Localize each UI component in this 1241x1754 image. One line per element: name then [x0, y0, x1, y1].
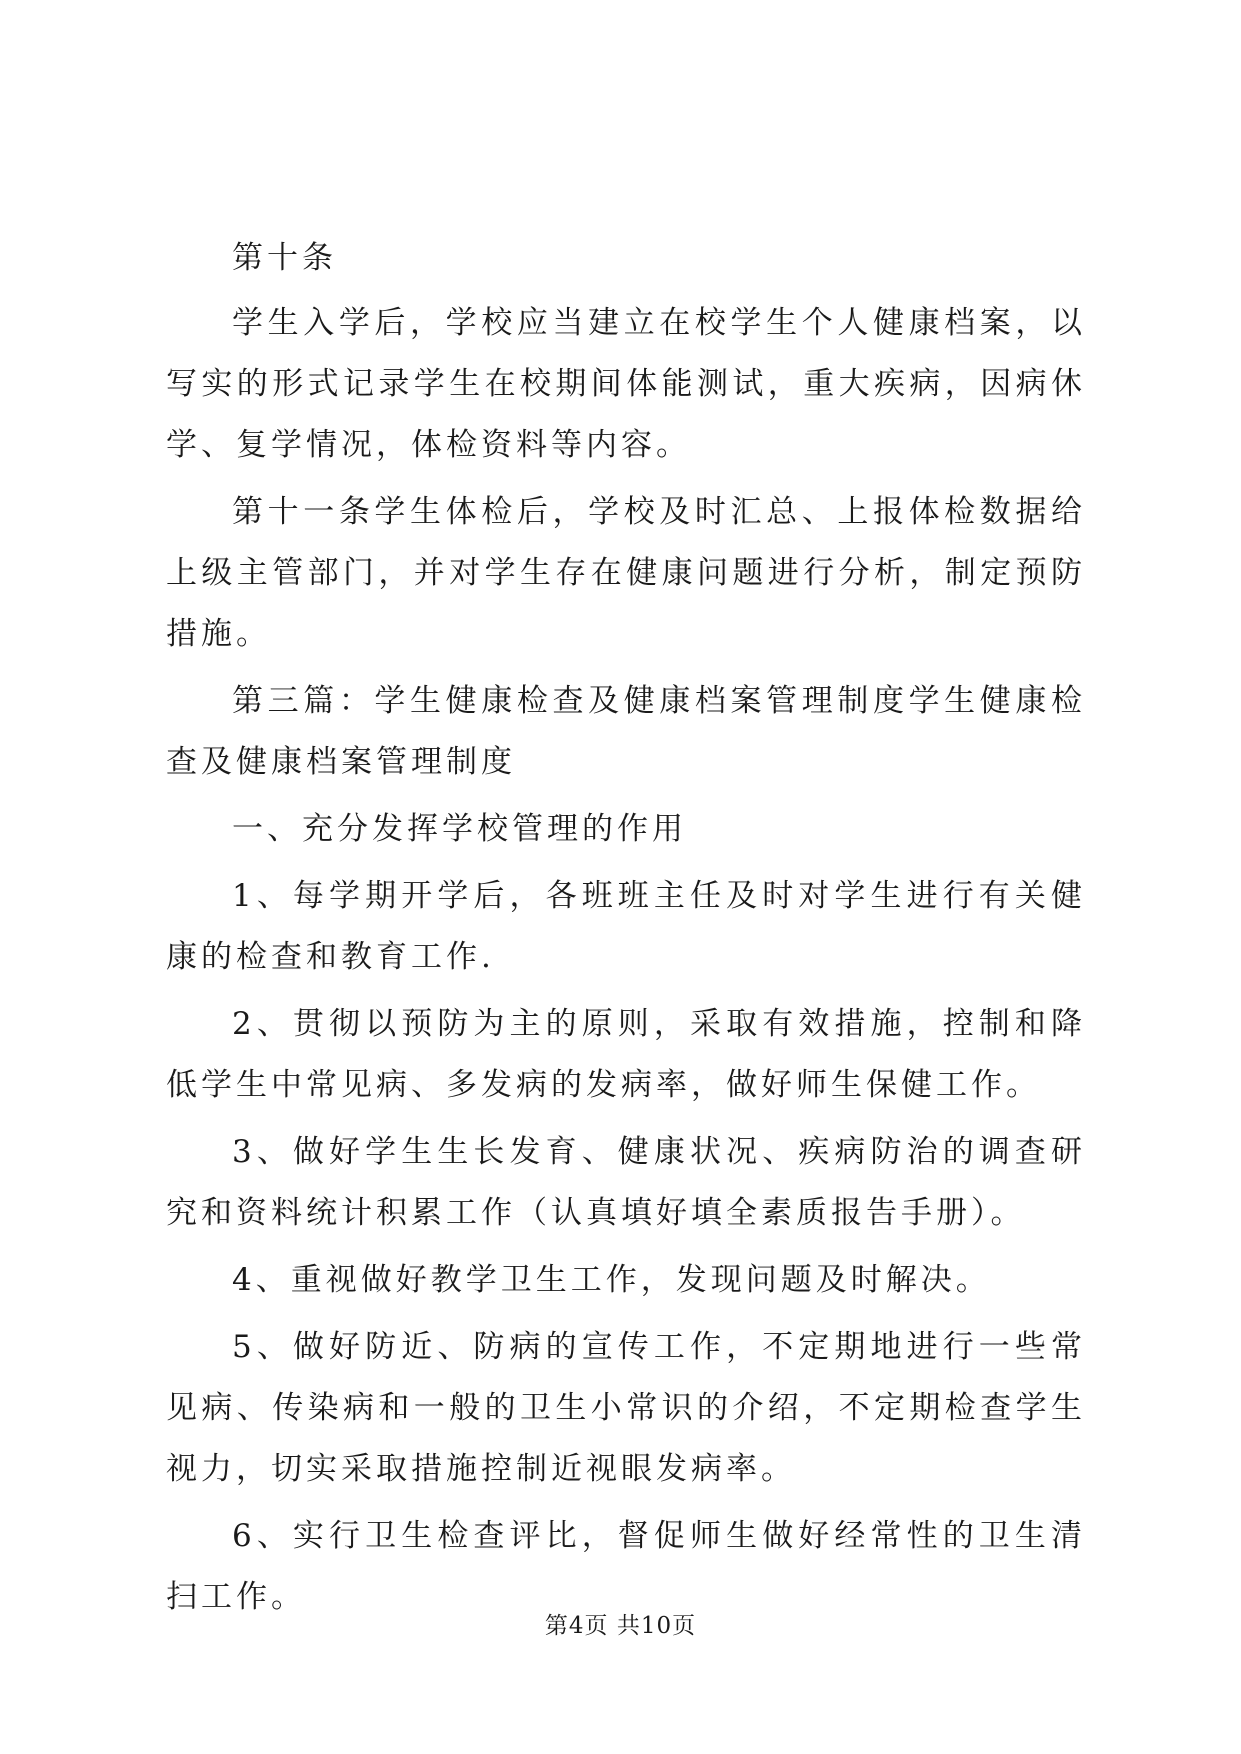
- paragraph-article-eleven: 第十一条学生体检后，学校及时汇总、上报体检数据给上级主管部门，并对学生存在健康问题进行分析，制定预防措施。: [166, 494, 1086, 652]
- list-item-5: 5、做好防近、防病的宣传工作，不定期地进行一些常见病、传染病和一般的卫生小常识的介绍，不定期检查学生视力，切实采取措施控制近视眼发病率。: [166, 1329, 1086, 1487]
- section-three-heading: 第三篇：学生健康检查及健康档案管理制度学生健康检查及健康档案管理制度: [166, 683, 1086, 780]
- list-item-6: 6、实行卫生检查评比，督促师生做好经常性的卫生清扫工作。: [166, 1518, 1086, 1615]
- list-item-3: 3、做好学生生长发育、健康状况、疾病防治的调查研究和资料统计积累工作（认真填好填全素质报告手册）。: [166, 1134, 1086, 1231]
- subsection-one-heading: 一、充分发挥学校管理的作用: [232, 811, 687, 847]
- document-body: [166, 228, 1086, 1634]
- list-item-1: 1、每学期开学后，各班班主任及时对学生进行有关健康的检查和教育工作.: [166, 878, 1086, 975]
- page-number-footer: 第4页 共10页: [544, 1613, 697, 1639]
- list-item-4: 4、重视做好教学卫生工作，发现问题及时解决。: [232, 1262, 991, 1298]
- paragraph-health-records: 学生入学后，学校应当建立在校学生个人健康档案，以写实的形式记录学生在校期间体能测试，重大疾病，因病休学、复学情况，体检资料等内容。: [166, 305, 1086, 463]
- list-item-2: 2、贯彻以预防为主的原则，采取有效措施，控制和降低学生中常见病、多发病的发病率，做好师生保健工作。: [166, 1006, 1086, 1103]
- article-ten-heading: 第十条: [232, 240, 337, 276]
